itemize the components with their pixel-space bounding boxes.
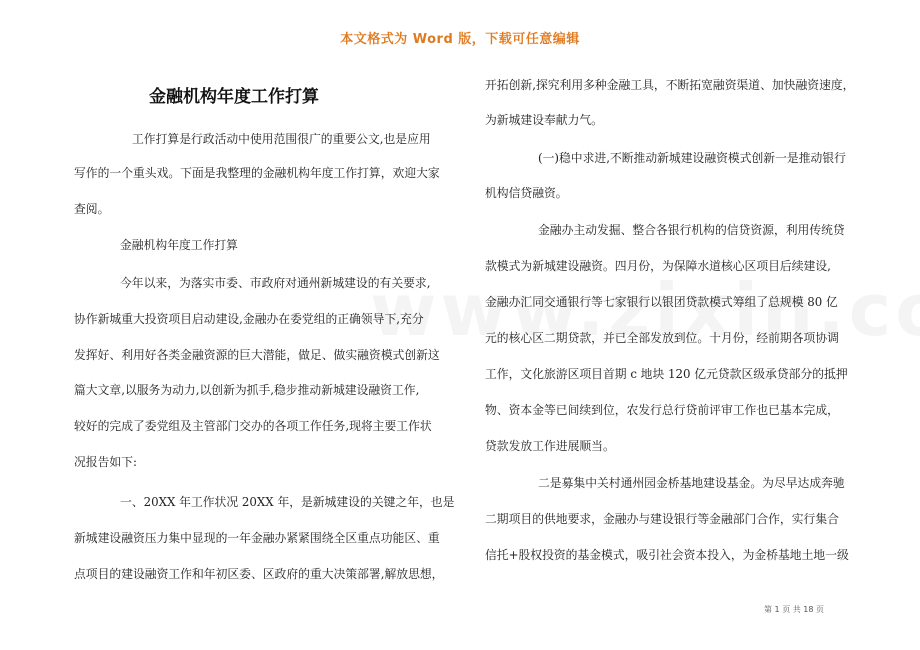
left-text-line: 一、20XX 年工作状况 20XX 年，是新城建设的关键之年，也是	[120, 495, 455, 509]
right-text-line: 物、资本金等已间续到位，农发行总行贷前评审工作也已基本完成，	[485, 403, 839, 417]
right-text-line: 贷款发放工作进展顺当。	[485, 439, 615, 453]
right-text-line: 二是募集中关村通州园金桥基地建设基金。为尽早达成奔驰	[538, 476, 845, 490]
word-format-banner: 本文格式为 Word 版，下载可任意编辑	[340, 32, 580, 47]
left-text-line: 写作的一个重头戏。下面是我整理的金融机构年度工作打算，欢迎大家	[74, 166, 440, 180]
right-text-line: 金融办汇同交通银行等七家银行以银团贷款模式筹组了总规模 80 亿	[485, 295, 838, 309]
right-text-line: 金融办主动发掘、整合各银行机构的信贷资源，利用传统贷	[538, 223, 845, 237]
left-text-line: 今年以来，为落实市委、市政府对通州新城建设的有关要求,	[120, 276, 431, 290]
right-text-line: 信托+股权投资的基金模式，吸引社会资本投入，为金桥基地土地一级	[485, 548, 849, 562]
document-title: 金融机构年度工作打算	[149, 87, 319, 107]
left-text-line: 况报告如下:	[74, 455, 137, 469]
right-text-line: 二期项目的供地要求，金融办与建设银行等金融部门合作，实行集合	[485, 512, 839, 526]
left-text-line: 新城建设融资压力集中显现的一年金融办紧紧围绕全区重点功能区、重	[74, 531, 440, 545]
left-text-line: 较好的完成了委党组及主管部门交办的各项工作任务,现将主要工作状	[74, 419, 432, 433]
right-text-line: (一)稳中求进,不断推动新城建设融资模式创新一是推动银行	[538, 151, 846, 165]
page-number: 第 1 页 共 18 页	[764, 605, 824, 614]
right-text-line: 开拓创新,探究利用多种金融工具，不断拓宽融资渠道、加快融资速度，	[485, 78, 855, 92]
right-text-line: 机构信贷融资。	[485, 186, 568, 200]
right-text-line: 为新城建设奉献力气。	[485, 113, 603, 127]
section-heading: 金融机构年度工作打算	[120, 238, 238, 252]
left-text-line: 协作新城重大投资项目启动建设,金融办在委党组的正确领导下,充分	[74, 312, 424, 326]
left-text-line: 点项目的建设融资工作和年初区委、区政府的重大决策部署,解放思想，	[74, 567, 444, 581]
right-text-line: 元的核心区二期贷款，并已全部发放到位。十月份，经前期各项协调	[485, 331, 839, 345]
left-text-line: 发挥好、利用好各类金融资源的巨大潜能，做足、做实融资模式创新这	[74, 348, 440, 362]
right-text-line: 款模式为新城建设融资。四月份，为保障水道核心区项目后续建设,	[485, 259, 831, 273]
left-text-line: 查阅。	[74, 202, 110, 216]
right-text-line: 工作，文化旅游区项目首期 c 地块 120 亿元贷款区级承贷部分的抵押	[485, 367, 848, 381]
left-text-line: 篇大文章,以服务为动力,以创新为抓手,稳步推动新城建设融资工作,	[74, 383, 420, 397]
left-text-line: 工作打算是行政活动中使用范围很广的重要公文,也是应用	[132, 132, 431, 146]
